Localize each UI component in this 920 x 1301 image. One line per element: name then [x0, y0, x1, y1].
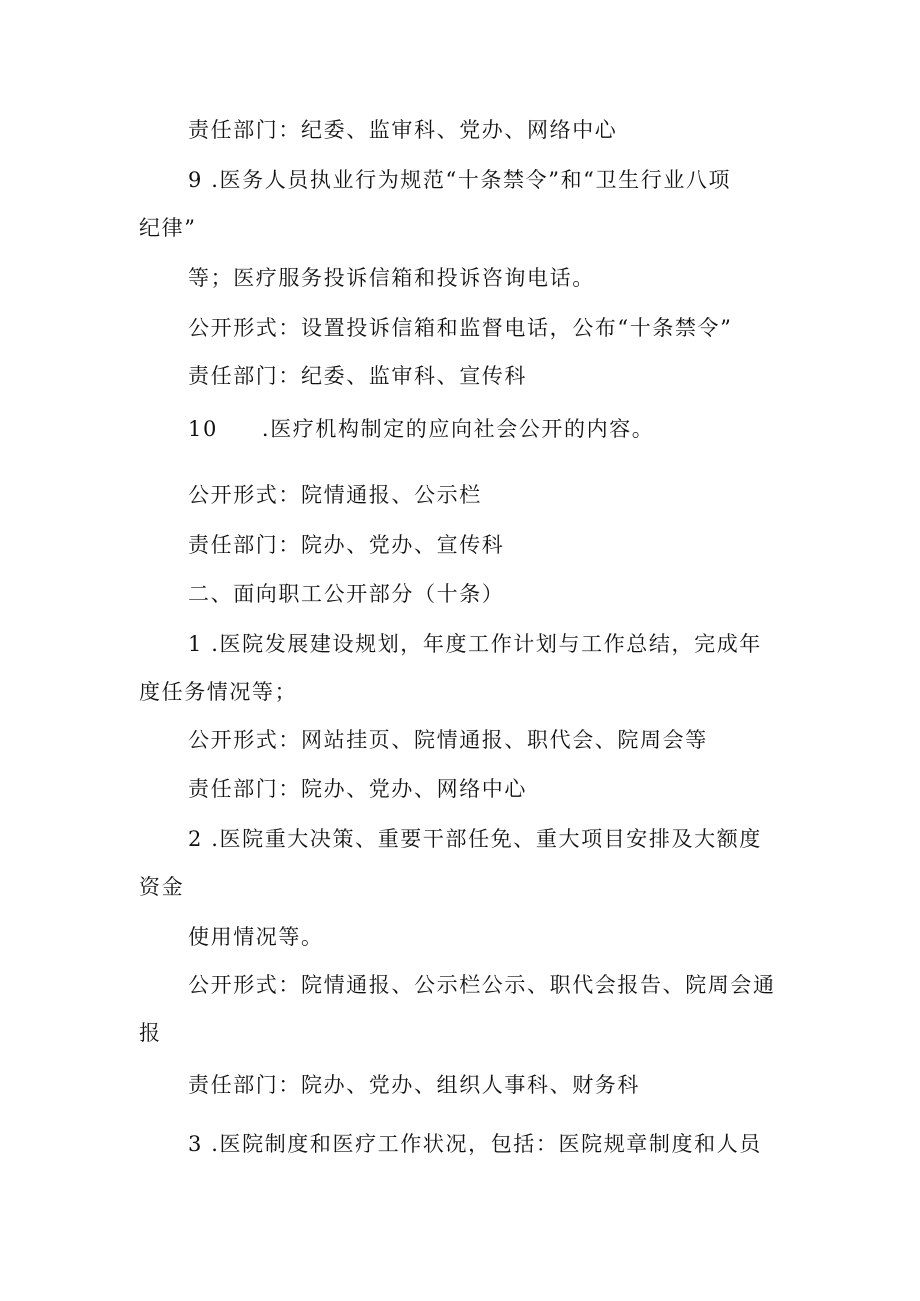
- item-10-text: .医疗机构制定的应向社会公开的内容。: [261, 417, 655, 441]
- line-public-form-10: 公开形式：院情通报、公示栏: [188, 483, 482, 507]
- line-staff-item-1: 1 .医院发展建设规划，年度工作计划与工作总结，完成年: [188, 632, 762, 656]
- line-responsible-dept-9: 责任部门：纪委、监审科、宣传科: [188, 364, 527, 388]
- line-staff-item-2-cont2: 使用情况等。: [188, 925, 324, 949]
- line-responsible-dept-s2: 责任部门：院办、党办、组织人事科、财务科: [188, 1073, 640, 1097]
- line-item-9-cont2: 等；医疗服务投诉信箱和投诉咨询电话。: [188, 266, 595, 290]
- line-item-9-cont: 纪律”: [139, 216, 197, 240]
- line-item-10: [188, 415, 654, 443]
- line-staff-item-1-cont: 度任务情况等；: [139, 680, 298, 704]
- item-10-number: 10: [188, 417, 218, 441]
- line-public-form-s2: 公开形式：院情通报、公示栏公示、职代会报告、院周会通: [188, 973, 776, 997]
- line-responsible-dept-s1: 责任部门：院办、党办、网络中心: [188, 777, 527, 801]
- line-public-form-9: 公开形式：设置投诉信箱和监督电话，公布“十条禁令”: [188, 316, 733, 340]
- line-public-form-s2-cont: 报: [139, 1021, 162, 1045]
- line-item-9: 9 .医务人员执业行为规范“十条禁令”和“卫生行业八项: [188, 168, 732, 192]
- line-staff-item-3: 3 .医院制度和医疗工作状况，包括：医院规章制度和人员: [188, 1132, 762, 1156]
- line-responsible-dept-10: 责任部门：院办、党办、宣传科: [188, 533, 505, 557]
- section-heading-staff: 二、面向职工公开部分（十条）: [188, 582, 505, 606]
- line-staff-item-2-cont: 资金: [139, 875, 185, 899]
- line-staff-item-2: 2 .医院重大决策、重要干部任免、重大项目安排及大额度: [188, 827, 762, 851]
- line-public-form-s1: 公开形式：网站挂页、院情通报、职代会、院周会等: [188, 728, 708, 752]
- line-responsible-dept-8: 责任部门：纪委、监审科、党办、网络中心: [188, 118, 618, 142]
